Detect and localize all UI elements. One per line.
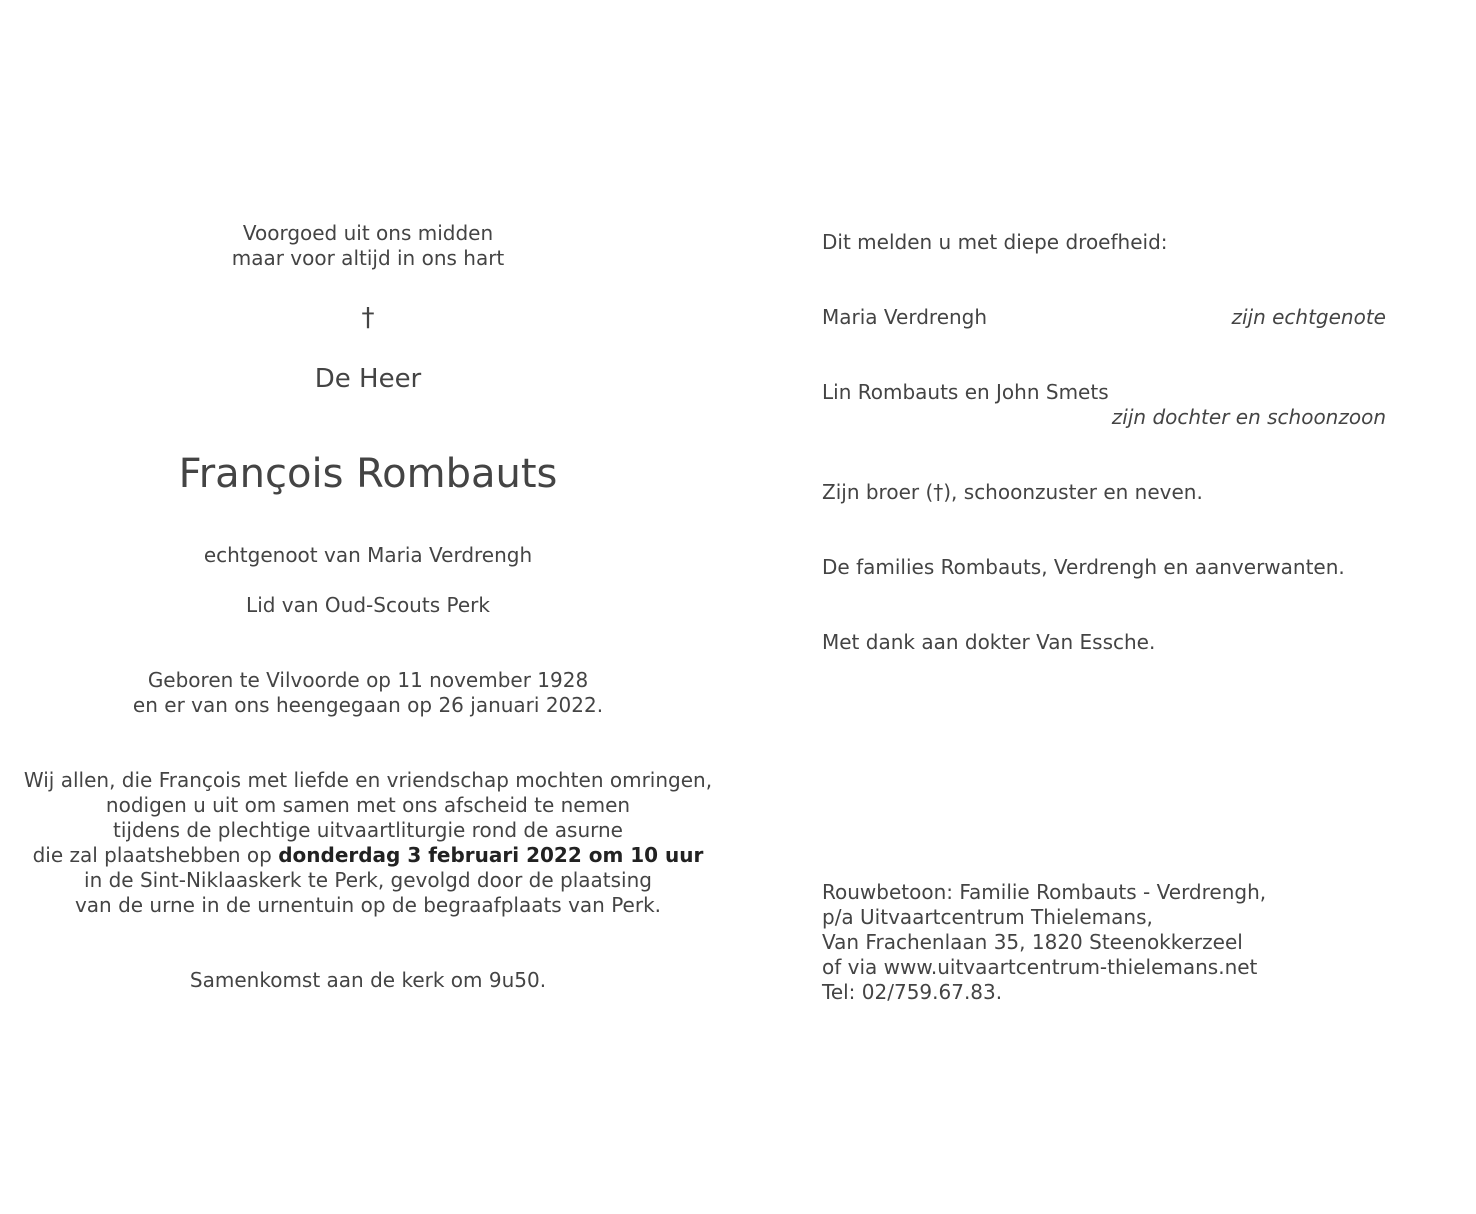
invitation-text	[0, 768, 736, 918]
deceased-name: François Rombauts	[178, 451, 558, 497]
relative-row	[822, 305, 1386, 330]
birth-death-dates	[0, 668, 736, 718]
contact-line: p/a Uitvaartcentrum Thielemans,	[822, 905, 1153, 929]
honorific: De Heer	[314, 364, 422, 394]
contact-address: Van Frachenlaan 35, 1820 Steenokkerzeel	[822, 930, 1243, 954]
spouse-line: echtgenoot van Maria Verdrengh	[203, 543, 533, 567]
intro-line: Voorgoed uit ons midden	[242, 221, 494, 245]
brother-line: Zijn broer (†), schoonzuster en neven.	[822, 480, 1203, 504]
invite-date-prefix: die zal plaatshebben op	[32, 843, 279, 867]
contact-phone: Tel: 02/759.67.83.	[822, 980, 1003, 1004]
invite-line: tijdens de plechtige uitvaartliturgie rond de asurne	[113, 818, 623, 842]
contact-line: Rouwbetoon: Familie Rombauts - Verdrengh,	[822, 880, 1267, 904]
invite-line: in de Sint-Niklaaskerk te Perk, gevolgd door de plaatsing	[84, 868, 652, 892]
relative-name: Lin Rombauts en John Smets	[822, 380, 1109, 404]
intro-verse	[0, 221, 736, 271]
invite-line: Wij allen, die François met liefde en vriendschap mochten omringen,	[23, 768, 713, 792]
invite-line-date	[0, 843, 736, 868]
relative-relation: zijn dochter en schoonzoon	[1111, 405, 1386, 429]
invite-line: van de urne in de urnentuin op de begraafplaats van Perk.	[74, 893, 662, 917]
death-line: en er van ons heengegaan op 26 januari 2022.	[132, 693, 604, 717]
cross-icon: †	[361, 303, 375, 333]
relative-name: Maria Verdrengh	[822, 305, 988, 329]
invite-line: nodigen u uit om samen met ons afscheid te nemen	[105, 793, 631, 817]
relative-relation: zijn echtgenote	[1231, 305, 1386, 329]
relative-row	[822, 380, 1386, 430]
contact-website: of via www.uitvaartcentrum-thielemans.net	[822, 955, 1258, 979]
funeral-date: donderdag 3 februari 2022 om 10 uur	[278, 843, 704, 867]
announcement-intro: Dit melden u met diepe droefheid:	[822, 230, 1168, 254]
birth-line: Geboren te Vilvoorde op 11 november 1928	[147, 668, 589, 692]
membership-line: Lid van Oud-Scouts Perk	[246, 593, 490, 617]
meeting-time: Samenkomst aan de kerk om 9u50.	[189, 968, 547, 992]
families-line: De families Rombauts, Verdrengh en aanverwanten.	[822, 555, 1345, 579]
intro-line: maar voor altijd in ons hart	[231, 246, 505, 270]
condolence-contact	[822, 880, 1386, 1005]
thanks-line: Met dank aan dokter Van Essche.	[822, 630, 1156, 654]
